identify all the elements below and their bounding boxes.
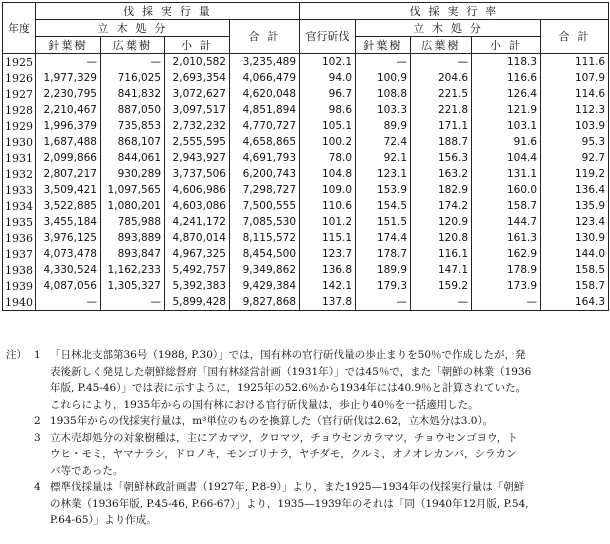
- rate-subtotal-cell: —: [472, 294, 541, 311]
- volume-conifer-cell: —: [36, 294, 101, 311]
- table-row: [3, 150, 609, 166]
- rate-broadleaf-cell: 182.9: [411, 182, 472, 198]
- note-line: ウヒ・モミ，ヤマナラシ，ドロノキ，モンゴリナラ，ヤチダモ，クルミ，オノオレカンバ，シラカン: [50, 448, 517, 460]
- volume-broadleaf-cell: 893,889: [101, 230, 165, 246]
- rate-conifer-cell: 103.3: [356, 102, 411, 118]
- table-row: [3, 182, 609, 198]
- volume-total-cell: 4,066,479: [230, 70, 300, 86]
- header-row-1: [3, 3, 609, 20]
- rate-total-cell: 135.9: [541, 198, 609, 214]
- volume-broadleaf-cell: 887,050: [101, 102, 165, 118]
- rate-subtotal-cell: 126.4: [472, 86, 541, 102]
- year-cell: 1940: [3, 294, 36, 311]
- volume-broadleaf-header: 広葉樹: [101, 37, 165, 54]
- rate-broadleaf-cell: 156.3: [411, 150, 472, 166]
- rate-broadleaf-cell: 174.2: [411, 198, 472, 214]
- volume-total-cell: 7,500,555: [230, 198, 300, 214]
- rate-broadleaf-cell: —: [411, 294, 472, 311]
- rate-broadleaf-cell: 120.8: [411, 230, 472, 246]
- year-header: 年度: [3, 3, 36, 54]
- rate-gov-harvest-cell: 136.8: [300, 262, 356, 278]
- notes-list: [6, 347, 606, 529]
- year-cell: 1927: [3, 86, 36, 102]
- rate-subtotal-cell: 131.1: [472, 166, 541, 182]
- volume-subtotal-cell: 4,870,014: [165, 230, 230, 246]
- rate-conifer-cell: 179.3: [356, 278, 411, 294]
- year-cell: 1937: [3, 246, 36, 262]
- rate-conifer-cell: 153.9: [356, 182, 411, 198]
- rate-total-header: 合 計: [541, 20, 609, 54]
- note-line: これらにより，1935年からの国有林における官行斫伐量は，歩止り40％を一括適用した。: [50, 398, 479, 411]
- volume-total-cell: 8,454,500: [230, 246, 300, 262]
- note-line: P.64-65）」より作成。: [50, 514, 157, 526]
- rate-subtotal-cell: 103.1: [472, 118, 541, 134]
- volume-subtotal-cell: 2,732,232: [165, 118, 230, 134]
- rate-broadleaf-header: 広葉樹: [411, 37, 472, 54]
- rate-total-cell: 112.3: [541, 102, 609, 118]
- rate-subtotal-cell: 91.6: [472, 134, 541, 150]
- rate-subtotal-cell: 121.9: [472, 102, 541, 118]
- note-item: [6, 430, 606, 480]
- rate-total-cell: 158.5: [541, 262, 609, 278]
- notes-section: [6, 347, 606, 529]
- rate-subtotal-cell: 173.9: [472, 278, 541, 294]
- volume-group-header: 伐 採 実 行 量: [36, 3, 300, 20]
- table-row: [3, 70, 609, 86]
- rate-broadleaf-cell: 163.2: [411, 166, 472, 182]
- year-cell: 1928: [3, 102, 36, 118]
- note-line: 「日林北支部第36号（1988, P.30）」では，国有林の官行斫伐量の歩止まりを50％で作成したが，発: [50, 349, 526, 361]
- year-cell: 1934: [3, 198, 36, 214]
- volume-broadleaf-cell: —: [101, 294, 165, 311]
- table-row: [3, 134, 609, 150]
- rate-gov-harvest-cell: 98.6: [300, 102, 356, 118]
- rate-subtotal-cell: 116.6: [472, 70, 541, 86]
- volume-subtotal-cell: 2,555,595: [165, 134, 230, 150]
- volume-conifer-cell: 2,099,866: [36, 150, 101, 166]
- note-text: [50, 430, 606, 480]
- volume-total-cell: 6,200,743: [230, 166, 300, 182]
- volume-broadleaf-cell: 893,847: [101, 246, 165, 262]
- note-number: 4: [34, 481, 41, 493]
- year-cell: 1939: [3, 278, 36, 294]
- rate-conifer-cell: 123.1: [356, 166, 411, 182]
- volume-broadleaf-cell: 1,097,565: [101, 182, 165, 198]
- volume-subtotal-cell: 4,241,172: [165, 214, 230, 230]
- note-label: [6, 430, 34, 480]
- table-row: [3, 294, 609, 311]
- volume-total-cell: 4,620,048: [230, 86, 300, 102]
- note-item: [6, 347, 606, 413]
- rate-gov-harvest-cell: 94.0: [300, 70, 356, 86]
- rate-gov-harvest-cell: 115.1: [300, 230, 356, 246]
- note-line: 年版, P.45-46）」では表に示すように，1925年の52.6％から1934年には40.9％と計算されていた。: [50, 382, 527, 394]
- year-cell: 1933: [3, 182, 36, 198]
- rate-conifer-cell: 154.5: [356, 198, 411, 214]
- rate-subtotal-header: 小 計: [472, 37, 541, 54]
- rate-conifer-cell: 72.4: [356, 134, 411, 150]
- table-row: [3, 86, 609, 102]
- rate-subtotal-cell: 118.3: [472, 54, 541, 71]
- rate-standing-sales-header: 立 木 処 分: [356, 20, 541, 37]
- volume-conifer-cell: 2,807,217: [36, 166, 101, 182]
- volume-conifer-cell: 4,330,524: [36, 262, 101, 278]
- year-cell: 1929: [3, 118, 36, 134]
- rate-total-cell: 114.6: [541, 86, 609, 102]
- year-cell: 1925: [3, 54, 36, 71]
- rate-gov-harvest-cell: 100.2: [300, 134, 356, 150]
- volume-conifer-header: 針葉樹: [36, 37, 101, 54]
- volume-subtotal-cell: 4,606,986: [165, 182, 230, 198]
- rate-total-cell: 119.2: [541, 166, 609, 182]
- year-cell: 1931: [3, 150, 36, 166]
- rate-conifer-cell: 174.4: [356, 230, 411, 246]
- volume-total-cell: 4,770,727: [230, 118, 300, 134]
- note-line: 1935年からの伐採実行量は，m³単位のものを換算した（官行斫伐は2.62，立木処分は3.0）。: [50, 415, 494, 427]
- note-text: [50, 413, 606, 430]
- note-line: 標準伐採量は「朝鮮林政計画書（1927年, P.8-9）」より，また1925—1934年の伐採実行量は「朝鮮: [50, 481, 525, 493]
- table-row: [3, 214, 609, 230]
- table-row: [3, 166, 609, 182]
- rate-subtotal-cell: 178.9: [472, 262, 541, 278]
- volume-subtotal-header: 小 計: [165, 37, 230, 54]
- table-body: [3, 54, 609, 311]
- note-text: [50, 479, 606, 529]
- volume-subtotal-cell: 3,737,506: [165, 166, 230, 182]
- note-number: 1: [34, 349, 41, 361]
- year-cell: 1938: [3, 262, 36, 278]
- volume-subtotal-cell: 5,899,428: [165, 294, 230, 311]
- volume-total-cell: 9,827,868: [230, 294, 300, 311]
- volume-total-cell: 9,429,384: [230, 278, 300, 294]
- rate-gov-harvest-cell: 110.6: [300, 198, 356, 214]
- volume-standing-sales-header: 立 木 処 分: [36, 20, 230, 37]
- rate-total-cell: 130.9: [541, 230, 609, 246]
- volume-subtotal-cell: 5,492,757: [165, 262, 230, 278]
- note-item: [6, 413, 606, 430]
- rate-subtotal-cell: 104.4: [472, 150, 541, 166]
- year-cell: 1935: [3, 214, 36, 230]
- volume-broadleaf-cell: 930,289: [101, 166, 165, 182]
- rate-gov-harvest-cell: 142.1: [300, 278, 356, 294]
- volume-broadleaf-cell: 1,162,233: [101, 262, 165, 278]
- note-label: [6, 413, 34, 430]
- rate-conifer-cell: 151.5: [356, 214, 411, 230]
- volume-total-cell: 9,349,862: [230, 262, 300, 278]
- rate-broadleaf-cell: 116.1: [411, 246, 472, 262]
- rate-gov-harvest-cell: 104.8: [300, 166, 356, 182]
- note-item: [6, 479, 606, 529]
- volume-broadleaf-cell: 1,305,327: [101, 278, 165, 294]
- note-line: 立木売却処分の対象樹種は，主にアカマツ，クロマツ，チョウセンカラマツ，チョウセンゴヨウ，ト: [50, 431, 518, 444]
- table-row: [3, 246, 609, 262]
- volume-total-cell: 7,298,727: [230, 182, 300, 198]
- note-line: の林業（1936年版, P.45-46, P.66-67）」より，1935—1939年のそれは「同（1940年12月版, P.54,: [50, 497, 529, 510]
- rate-gov-harvest-header: 官行斫伐: [300, 20, 356, 54]
- rate-gov-harvest-cell: 105.1: [300, 118, 356, 134]
- rate-conifer-cell: —: [356, 294, 411, 311]
- volume-broadleaf-cell: 841,832: [101, 86, 165, 102]
- volume-conifer-cell: 3,522,885: [36, 198, 101, 214]
- volume-broadleaf-cell: 735,853: [101, 118, 165, 134]
- volume-subtotal-cell: 4,967,325: [165, 246, 230, 262]
- rate-conifer-cell: —: [356, 54, 411, 71]
- volume-total-cell: 4,691,793: [230, 150, 300, 166]
- rate-gov-harvest-cell: 102.1: [300, 54, 356, 71]
- volume-conifer-cell: 4,073,478: [36, 246, 101, 262]
- rate-total-cell: 164.3: [541, 294, 609, 311]
- year-cell: 1932: [3, 166, 36, 182]
- rate-total-cell: 111.6: [541, 54, 609, 71]
- rate-gov-harvest-cell: 109.0: [300, 182, 356, 198]
- rate-subtotal-cell: 144.7: [472, 214, 541, 230]
- volume-broadleaf-cell: 844,061: [101, 150, 165, 166]
- rate-conifer-header: 針葉樹: [356, 37, 411, 54]
- volume-subtotal-cell: 2,010,582: [165, 54, 230, 71]
- table-row: [3, 278, 609, 294]
- rate-broadleaf-cell: 188.7: [411, 134, 472, 150]
- rate-conifer-cell: 108.8: [356, 86, 411, 102]
- volume-subtotal-cell: 5,392,383: [165, 278, 230, 294]
- volume-conifer-cell: 2,210,467: [36, 102, 101, 118]
- rate-subtotal-cell: 160.0: [472, 182, 541, 198]
- rate-total-cell: 103.9: [541, 118, 609, 134]
- rate-total-cell: 158.7: [541, 278, 609, 294]
- volume-conifer-cell: 1,977,329: [36, 70, 101, 86]
- rate-conifer-cell: 92.1: [356, 150, 411, 166]
- rate-broadleaf-cell: 159.2: [411, 278, 472, 294]
- year-cell: 1930: [3, 134, 36, 150]
- volume-broadleaf-cell: 785,988: [101, 214, 165, 230]
- rate-broadleaf-cell: 221.5: [411, 86, 472, 102]
- rate-broadleaf-cell: 171.1: [411, 118, 472, 134]
- rate-group-header: 伐 採 実 行 率: [300, 3, 609, 20]
- volume-broadleaf-cell: 1,080,201: [101, 198, 165, 214]
- table-row: [3, 118, 609, 134]
- volume-subtotal-cell: 3,072,627: [165, 86, 230, 102]
- rate-conifer-cell: 178.7: [356, 246, 411, 262]
- note-number: 2: [34, 415, 41, 427]
- volume-broadleaf-cell: —: [101, 54, 165, 71]
- volume-subtotal-cell: 4,603,086: [165, 198, 230, 214]
- rate-conifer-cell: 189.9: [356, 262, 411, 278]
- rate-gov-harvest-cell: 137.8: [300, 294, 356, 311]
- volume-broadleaf-cell: 868,107: [101, 134, 165, 150]
- harvest-statistics-table: [2, 2, 609, 311]
- volume-conifer-cell: 4,087,056: [36, 278, 101, 294]
- rate-broadleaf-cell: —: [411, 54, 472, 71]
- rate-broadleaf-cell: 204.6: [411, 70, 472, 86]
- volume-conifer-cell: 3,509,421: [36, 182, 101, 198]
- header-row-2: [3, 20, 609, 37]
- table-row: [3, 54, 609, 71]
- volume-conifer-cell: 2,230,795: [36, 86, 101, 102]
- note-text: [50, 347, 606, 413]
- rate-total-cell: 95.3: [541, 134, 609, 150]
- note-number: 3: [34, 431, 41, 444]
- table-row: [3, 230, 609, 246]
- volume-conifer-cell: 3,455,184: [36, 214, 101, 230]
- rate-total-cell: 144.0: [541, 246, 609, 262]
- table-row: [3, 198, 609, 214]
- volume-broadleaf-cell: 716,025: [101, 70, 165, 86]
- rate-gov-harvest-cell: 78.0: [300, 150, 356, 166]
- rate-subtotal-cell: 162.9: [472, 246, 541, 262]
- rate-gov-harvest-cell: 96.7: [300, 86, 356, 102]
- volume-total-header: 合 計: [230, 20, 300, 54]
- rate-subtotal-cell: 161.3: [472, 230, 541, 246]
- rate-total-cell: 107.9: [541, 70, 609, 86]
- volume-conifer-cell: 1,687,488: [36, 134, 101, 150]
- year-cell: 1926: [3, 70, 36, 86]
- note-line: バ等であった。: [50, 464, 124, 477]
- volume-total-cell: 8,115,572: [230, 230, 300, 246]
- rate-broadleaf-cell: 120.9: [411, 214, 472, 230]
- volume-conifer-cell: 3,976,125: [36, 230, 101, 246]
- rate-subtotal-cell: 158.7: [472, 198, 541, 214]
- volume-subtotal-cell: 2,943,927: [165, 150, 230, 166]
- note-label: 注）: [6, 349, 27, 361]
- table-row: [3, 102, 609, 118]
- volume-total-cell: 7,085,530: [230, 214, 300, 230]
- volume-total-cell: 4,658,865: [230, 134, 300, 150]
- volume-conifer-cell: —: [36, 54, 101, 71]
- rate-broadleaf-cell: 147.1: [411, 262, 472, 278]
- rate-broadleaf-cell: 221.8: [411, 102, 472, 118]
- volume-subtotal-cell: 3,097,517: [165, 102, 230, 118]
- table-row: [3, 262, 609, 278]
- volume-total-cell: 3,235,489: [230, 54, 300, 71]
- rate-total-cell: 92.7: [541, 150, 609, 166]
- rate-conifer-cell: 100.9: [356, 70, 411, 86]
- rate-conifer-cell: 89.9: [356, 118, 411, 134]
- rate-total-cell: 136.4: [541, 182, 609, 198]
- year-cell: 1936: [3, 230, 36, 246]
- volume-subtotal-cell: 2,693,354: [165, 70, 230, 86]
- note-line: 表後新しく発見した朝鮮総督府「国有林経営計画（1931年）」では45％で，また「朝鮮の林業（1936: [50, 365, 532, 378]
- rate-total-cell: 123.4: [541, 214, 609, 230]
- rate-gov-harvest-cell: 123.7: [300, 246, 356, 262]
- volume-total-cell: 4,851,894: [230, 102, 300, 118]
- rate-gov-harvest-cell: 101.2: [300, 214, 356, 230]
- volume-conifer-cell: 1,996,379: [36, 118, 101, 134]
- note-label: [6, 479, 34, 529]
